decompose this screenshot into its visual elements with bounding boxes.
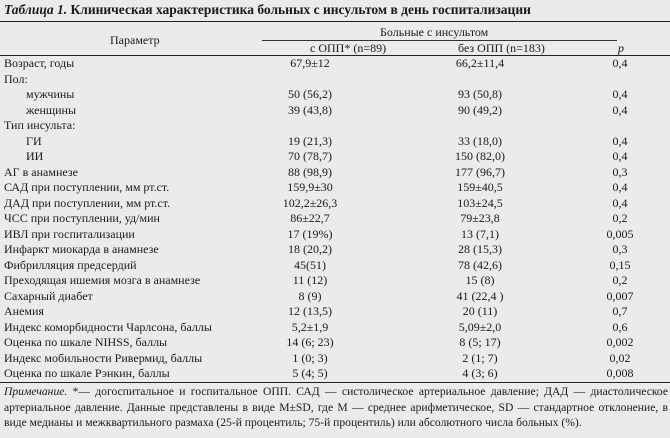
table-row xyxy=(0,87,670,103)
cell-param: Тип инсульта: xyxy=(4,118,76,132)
cell-param: Фибрилляция предсердий xyxy=(4,257,137,272)
table-row xyxy=(0,258,670,274)
cell-with-aki: 70 (78,7) xyxy=(288,149,332,163)
table-row xyxy=(0,289,670,305)
header-col-a: с ОПП* (n=89) xyxy=(310,41,387,55)
table-row xyxy=(0,56,670,72)
table-title xyxy=(4,2,531,18)
cell-param: ДАД при поступлении, мм рт.ст. xyxy=(4,195,171,210)
header-p: p xyxy=(618,41,624,55)
cell-with-aki: 19 (21,3) xyxy=(288,133,332,148)
cell-p-value: 0,3 xyxy=(612,164,628,179)
table-row xyxy=(0,103,670,119)
cell-without-aki: 2 (1; 7) xyxy=(462,350,498,365)
cell-param: ИИ xyxy=(26,149,44,163)
cell-without-aki: 78 (42,6) xyxy=(458,257,502,272)
cell-without-aki: 13 (7,1) xyxy=(461,226,499,241)
cell-without-aki: 66,2±11,4 xyxy=(455,56,505,70)
cell-param: Оценка по шкале Рэнкин, баллы xyxy=(4,366,170,380)
cell-with-aki: 88 (98,9) xyxy=(288,164,332,179)
cell-p-value: 0,2 xyxy=(612,273,628,287)
table-row xyxy=(0,72,670,88)
table-row xyxy=(0,242,670,258)
cell-without-aki: 41 (22,4 ) xyxy=(456,288,504,303)
cell-without-aki: 8 (5; 17) xyxy=(459,335,501,349)
cell-p-value: 0,7 xyxy=(612,304,628,318)
cell-p-value: 0,3 xyxy=(612,242,628,256)
cell-without-aki: 103±24,5 xyxy=(457,195,503,210)
cell-p-value: 0,4 xyxy=(612,87,628,101)
cell-with-aki: 8 (9) xyxy=(298,288,322,303)
cell-without-aki: 20 (11) xyxy=(462,304,498,318)
bottom-rule xyxy=(0,382,670,383)
cell-without-aki: 159±40,5 xyxy=(457,180,503,194)
cell-with-aki: 14 (6; 23) xyxy=(286,335,334,349)
cell-with-aki: 5 (4; 5) xyxy=(292,366,328,380)
cell-without-aki: 4 (3; 6) xyxy=(462,366,498,380)
table-row xyxy=(0,211,670,227)
cell-p-value: 0,4 xyxy=(612,133,628,148)
cell-with-aki: 39 (43,8) xyxy=(288,102,332,117)
table-body xyxy=(0,56,670,382)
cell-param: женщины xyxy=(26,102,77,117)
table-row xyxy=(0,165,670,181)
cell-p-value: 0,007 xyxy=(606,288,634,303)
cell-p-value: 0,6 xyxy=(612,319,628,334)
cell-with-aki: 159,9±30 xyxy=(287,180,333,194)
cell-param: Пол: xyxy=(4,71,28,86)
table-row xyxy=(0,196,670,212)
table-row xyxy=(0,227,670,243)
cell-without-aki: 79±23,8 xyxy=(460,211,500,225)
cell-p-value: 0,4 xyxy=(612,149,628,163)
cell-param: Оценка по шкале NIHSS, баллы xyxy=(4,335,168,349)
cell-with-aki: 1 (0; 3) xyxy=(292,350,328,365)
table-row xyxy=(0,304,670,320)
cell-p-value: 0,008 xyxy=(606,366,634,380)
header-group: Больные с инсультом xyxy=(380,25,489,39)
cell-with-aki: 67,9±12 xyxy=(290,56,330,70)
cell-with-aki: 11 (12) xyxy=(292,273,328,287)
cell-p-value: 0,02 xyxy=(609,350,631,365)
cell-with-aki: 50 (56,2) xyxy=(288,87,332,101)
cell-param: ЧСС при поступлении, уд/мин xyxy=(4,211,160,225)
cell-without-aki: 33 (18,0) xyxy=(458,133,502,148)
note-text: *— догоспитальное и госпитальное ОПП. САД — систолическое артериальное давление; ДАД — диастолическое артериальное давление. Данные представлены в виде M±SD, где M — среднее арифметическое, SD — стандартное отклонение, в виде медианы и межквартильного размаха (25-й процентиль; 75-й процентиль) или абсолютного числа больных (%). xyxy=(4,385,668,429)
cell-p-value: 0,005 xyxy=(606,226,634,241)
table-row xyxy=(0,273,670,289)
cell-param: Анемия xyxy=(4,304,44,318)
table-row xyxy=(0,351,670,367)
cell-param: АГ в анамнезе xyxy=(4,164,78,179)
cell-without-aki: 28 (15,3) xyxy=(458,242,502,256)
cell-with-aki: 5,2±1,9 xyxy=(291,319,329,334)
cell-p-value: 0,4 xyxy=(612,56,628,70)
header-param: Параметр xyxy=(110,33,160,47)
cell-p-value: 0,2 xyxy=(612,211,628,225)
table-label: Таблица 1. xyxy=(4,2,68,17)
cell-with-aki: 12 (13,5) xyxy=(288,304,332,318)
table-row xyxy=(0,118,670,134)
cell-without-aki: 150 (82,0) xyxy=(455,149,505,163)
cell-with-aki: 45(51) xyxy=(294,257,326,272)
cell-without-aki: 177 (96,7) xyxy=(455,164,505,179)
cell-param: Возраст, годы xyxy=(4,56,75,70)
table-row xyxy=(0,335,670,351)
table-row xyxy=(0,320,670,336)
cell-param: Инфаркт миокарда в анамнезе xyxy=(4,242,159,256)
cell-param: мужчины xyxy=(26,87,75,101)
cell-param: Сахарный диабет xyxy=(4,288,93,303)
cell-param: САД при поступлении, мм рт.ст. xyxy=(4,180,170,194)
cell-with-aki: 102,2±26,3 xyxy=(282,195,338,210)
cell-p-value: 0,002 xyxy=(606,335,634,349)
table-note xyxy=(4,384,668,431)
cell-param: Преходящая ишемия мозга в анамнезе xyxy=(4,273,201,287)
cell-with-aki: 86±22,7 xyxy=(290,211,330,225)
cell-p-value: 0,4 xyxy=(612,102,628,117)
table-title-text: Клиническая характеристика больных с инсультом в день госпитализации xyxy=(70,2,531,17)
table-row xyxy=(0,366,670,382)
cell-with-aki: 18 (20,2) xyxy=(288,242,332,256)
header-col-b: без ОПП (n=183) xyxy=(458,41,545,55)
cell-with-aki: 17 (19%) xyxy=(287,226,333,241)
cell-p-value: 0,15 xyxy=(609,257,631,272)
cell-param: ГИ xyxy=(26,133,42,148)
cell-without-aki: 15 (8) xyxy=(465,273,495,287)
cell-param: Индекс мобильности Ривермид, баллы xyxy=(4,350,203,365)
top-rule xyxy=(0,21,670,22)
table-row xyxy=(0,134,670,150)
cell-param: ИВЛ при госпитализации xyxy=(4,226,135,241)
cell-without-aki: 93 (50,8) xyxy=(458,87,502,101)
table-row xyxy=(0,149,670,165)
cell-p-value: 0,4 xyxy=(612,195,628,210)
note-label: Примечание. xyxy=(4,385,68,398)
cell-p-value: 0,4 xyxy=(612,180,628,194)
cell-param: Индекс коморбидности Чарлсона, баллы xyxy=(4,319,212,334)
cell-without-aki: 5,09±2,0 xyxy=(458,319,502,334)
table-row xyxy=(0,180,670,196)
cell-without-aki: 90 (49,2) xyxy=(458,102,502,117)
